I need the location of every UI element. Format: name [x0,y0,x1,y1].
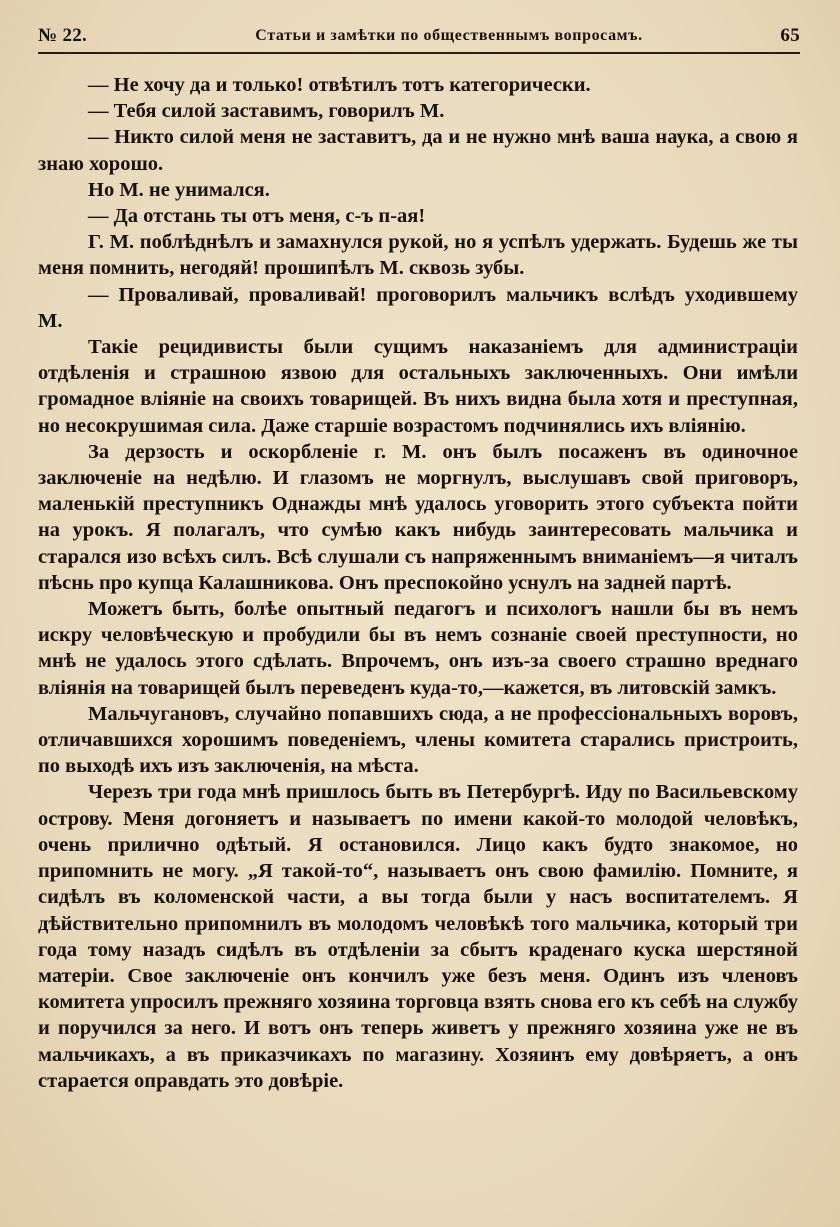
page-number: 65 [780,25,800,46]
issue-number: № 22. [38,25,88,46]
paragraph: Черезъ три года мнѣ пришлось быть въ Петербургѣ. Иду по Васильевскому острову. Меня догоняетъ и называетъ по имени какой-то молодой человѣкъ, очень прилично одѣтый. Я остановился. Лицо какъ будто знакомое, но припомнить не могу. „Я такой-то“, называетъ онъ свою фамилію. Помните, я сидѣлъ въ коломенской части, а вы тогда были у насъ воспитателемъ. Я дѣйствительно припомнилъ въ молодомъ человѣкѣ того мальчика, который три года тому назадъ сидѣлъ въ отдѣленіи за сбытъ краденаго куска шерстяной матеріи. Свое заключеніе онъ кончилъ уже безъ меня. Одинъ изъ членовъ комитета упросилъ прежняго хозяина торговца взять снова его къ себѣ на службу и поручился за него. И вотъ онъ теперь живетъ у прежняго хозяина уже не въ мальчикахъ, а въ приказчикахъ по магазину. Хозяинъ ему довѣряетъ, а онъ старается оправдать это довѣріе. [38,781,798,1092]
header-rule [38,52,800,54]
paragraph: — Никто силой меня не заставитъ, да и не нужно мнѣ ваша наука, а свою я знаю хорошо. [38,126,798,175]
paragraph: Мальчугановъ, случайно попавшихъ сюда, а не профессіональныхъ воровъ, отличавшихся хорошимъ поведеніемъ, члены комитета старались пристроить, по выходѣ ихъ изъ заключенія, на мѣста. [38,702,798,778]
paragraph: Можетъ быть, болѣе опытный педагогъ и психологъ нашли бы въ немъ искру человѣческую и пробудили бы въ немъ сознаніе своей преступности, но мнѣ не удалось этого сдѣлать. Впрочемъ, онъ изъ-за своего страшно вреднаго вліянія на товарищей былъ переведенъ куда-то,—кажется, въ литовскій замкъ. [38,598,798,699]
body-text [38,72,798,1094]
paragraph: — Не хочу да и только! отвѣтилъ тотъ категорически. [88,74,591,96]
paragraph: За дерзость и оскорбленіе г. М. онъ былъ посаженъ въ одиночное заключеніе на недѣлю. И глазомъ не моргнулъ, выслушавъ свой приговоръ, маленькій преступникъ Однажды мнѣ удалось уговорить этого субъекта пойти на урокъ. Я полагалъ, что сумѣю какъ нибудь заинтересовать мальчика и старался изо всѣхъ силъ. Всѣ слушали съ напряженнымъ вниманіемъ—я читалъ пѣснь про купца Калашникова. Онъ преспокойно уснулъ на задней партѣ. [38,440,798,594]
paragraph: Но М. не унимался. [88,178,270,201]
paragraph: Г. М. поблѣднѣлъ и замахнулся рукой, но я успѣлъ удержать. Будешь же ты меня помнить, негодяй! прошипѣлъ М. сквозь зубы. [38,231,798,280]
paragraph: — Да отстань ты отъ меня, с-ъ п-ая! [88,205,426,228]
running-header [38,22,800,50]
section-title: Статьи и замѣтки по общественнымъ вопросамъ. [255,27,643,44]
paragraph: — Тебя силой заставимъ, говорилъ М. [88,100,445,123]
paragraph: — Проваливай, проваливай! проговорилъ мальчикъ вслѣдъ уходившему М. [38,283,798,332]
paragraph: Такіе рецидивисты были сущимъ наказаніемъ для администраціи отдѣленія и страшною язвою для остальныхъ заключенныхъ. Они имѣли громадное вліяніе на своихъ товарищей. Въ нихъ видна была хотя и преступная, но несокрушимая сила. Даже старшіе возрастомъ подчинялись ихъ вліянію. [38,336,798,437]
